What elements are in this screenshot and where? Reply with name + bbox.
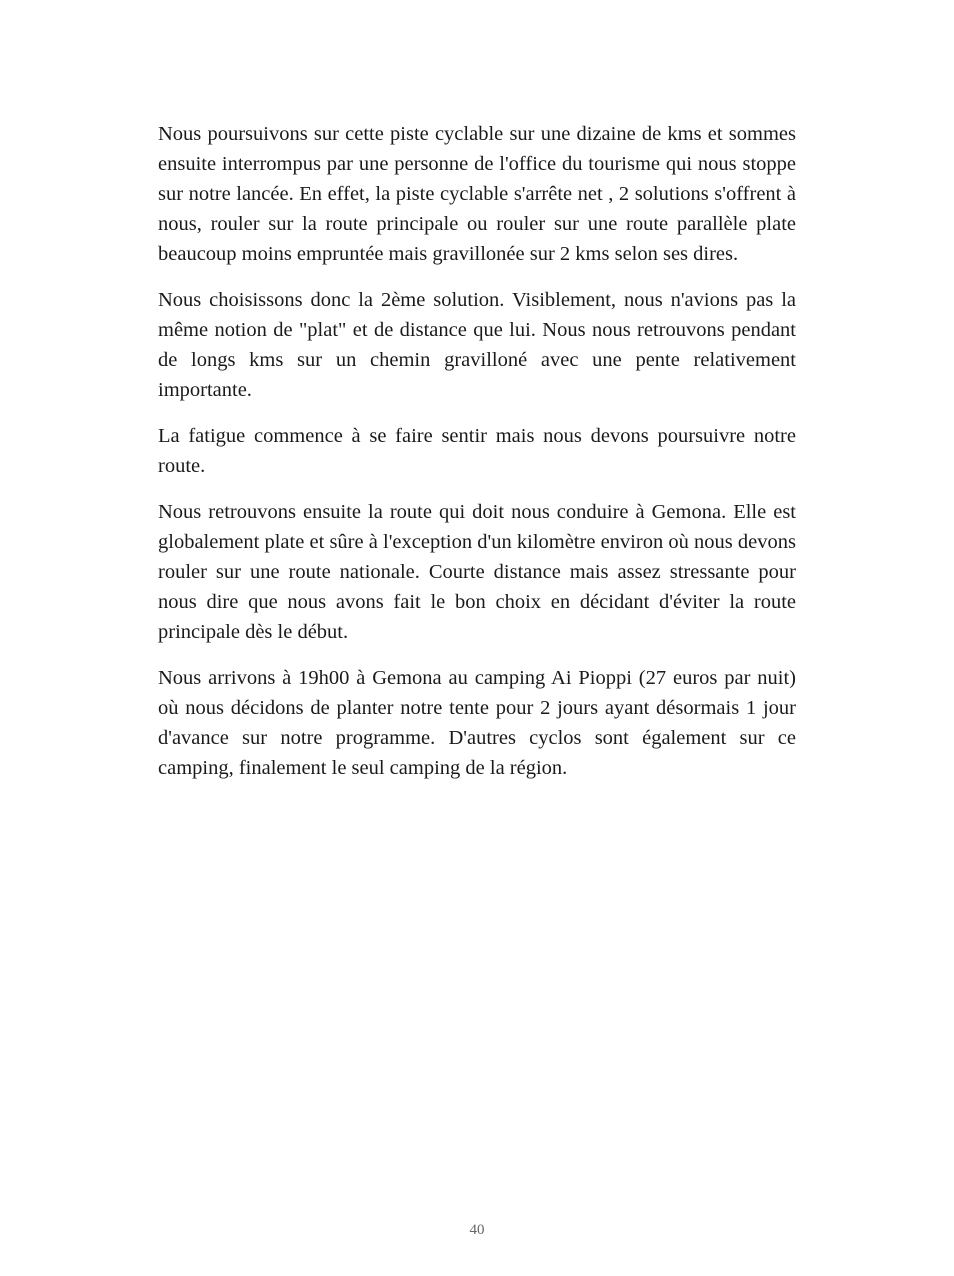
paragraph-2: Nous choisissons donc la 2ème solution. Visiblement, nous n'avions pas la même notion de "plat" et de distance que lui. Nous nous retrouvons pendant de longs kms sur un chemin gravilloné avec une pente relativement importante. (158, 289, 796, 401)
page-number: 40 (469, 1222, 485, 1238)
paragraph-5: Nous arrivons à 19h00 à Gemona au camping Ai Pioppi (27 euros par nuit) où nous décidons de planter notre tente pour 2 jours ayant désormais 1 jour d'avance sur notre programme. D'autres cyclos sont également sur ce camping, finalement le seul camping de la région. (158, 667, 796, 779)
paragraph-1: Nous poursuivons sur cette piste cyclable sur une dizaine de kms et sommes ensuite interrompus par une personne de l'office du tourisme qui nous stoppe sur notre lancée. En effet, la piste cyclable s'arrête net , 2 solutions s'offrent à nous, rouler sur la route principale ou rouler sur une route parallèle plate beaucoup moins empruntée mais gravillonée sur 2 kms selon ses dires. (158, 123, 796, 265)
paragraph-3: La fatigue commence à se faire sentir mais nous devons poursuivre notre route. (158, 425, 796, 477)
paragraph-4: Nous retrouvons ensuite la route qui doit nous conduire à Gemona. Elle est globalement plate et sûre à l'exception d'un kilomètre environ où nous devons rouler sur une route nationale. Courte distance mais assez stressante pour nous dire que nous avons fait le bon choix en décidant d'éviter la route principale dès le début. (158, 501, 796, 643)
body-text (158, 119, 796, 799)
